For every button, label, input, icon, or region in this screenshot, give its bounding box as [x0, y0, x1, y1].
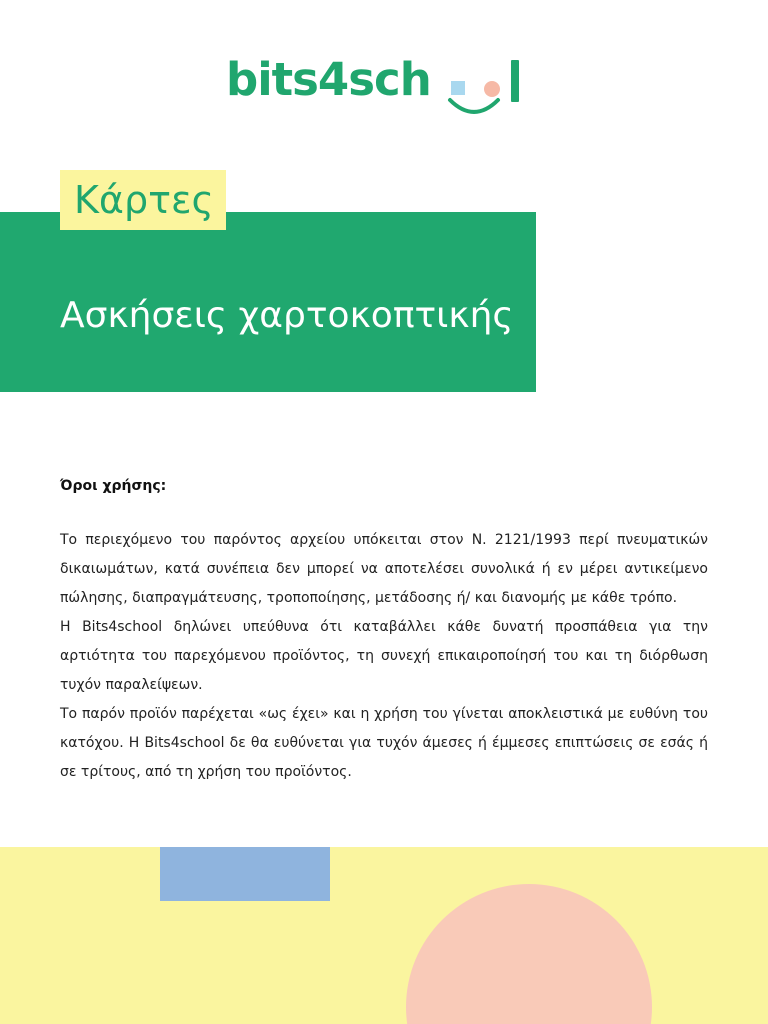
logo-wordmark: bits4sch [226, 53, 431, 106]
logo-smile-icon [446, 94, 502, 118]
decorative-footer [0, 847, 768, 1024]
decorative-pink-circle [406, 884, 652, 1024]
logo-eye-square-icon [451, 81, 465, 95]
category-tag-label: Κάρτες [74, 178, 214, 222]
terms-paragraph-copyright: Το περιεχόμενο του παρόντος αρχείου υπόκειται στον Ν. 2121/1993 περί πνευματικών δικαιωμάτων, κατά συνέπεια δεν μπορεί να αποτελέσει συνολικά ή εν μέρει αντικείμενο πώλησης, διαπραγμάτευσης, τροποποίησης, μετάδοσης ή/ και διανομής με κάθε τρόπο. [60, 532, 708, 606]
terms-paragraph-accuracy: Η Bits4school δηλώνει υπεύθυνα ότι καταβάλλει κάθε δυνατή προσπάθεια για την αρτιότητα του παρεχόμενου προϊόντος, τη συνεχή επικαιροποίησή του και τη διόρθωση τυχόν παραλείψεων. [60, 619, 708, 693]
terms-heading: Όροι χρήσης: [60, 478, 167, 494]
title-banner [0, 212, 536, 392]
bits4school-logo [226, 50, 526, 120]
decorative-blue-rectangle [160, 847, 330, 901]
category-tag [60, 170, 226, 230]
page-title: Ασκήσεις χαρτοκοπτικής [60, 295, 514, 336]
terms-body [60, 526, 708, 787]
logo-letter-l-icon [511, 60, 519, 102]
terms-paragraph-liability: Το παρόν προϊόν παρέχεται «ως έχει» και η χρήση του γίνεται αποκλειστικά με ευθύνη του κατόχου. Η Bits4school δε θα ευθύνεται για τυχόν άμεσες ή έμμεσες επιπτώσεις σε εσάς ή σε τρίτους, από τη χρήση του προϊόντος. [60, 706, 708, 780]
